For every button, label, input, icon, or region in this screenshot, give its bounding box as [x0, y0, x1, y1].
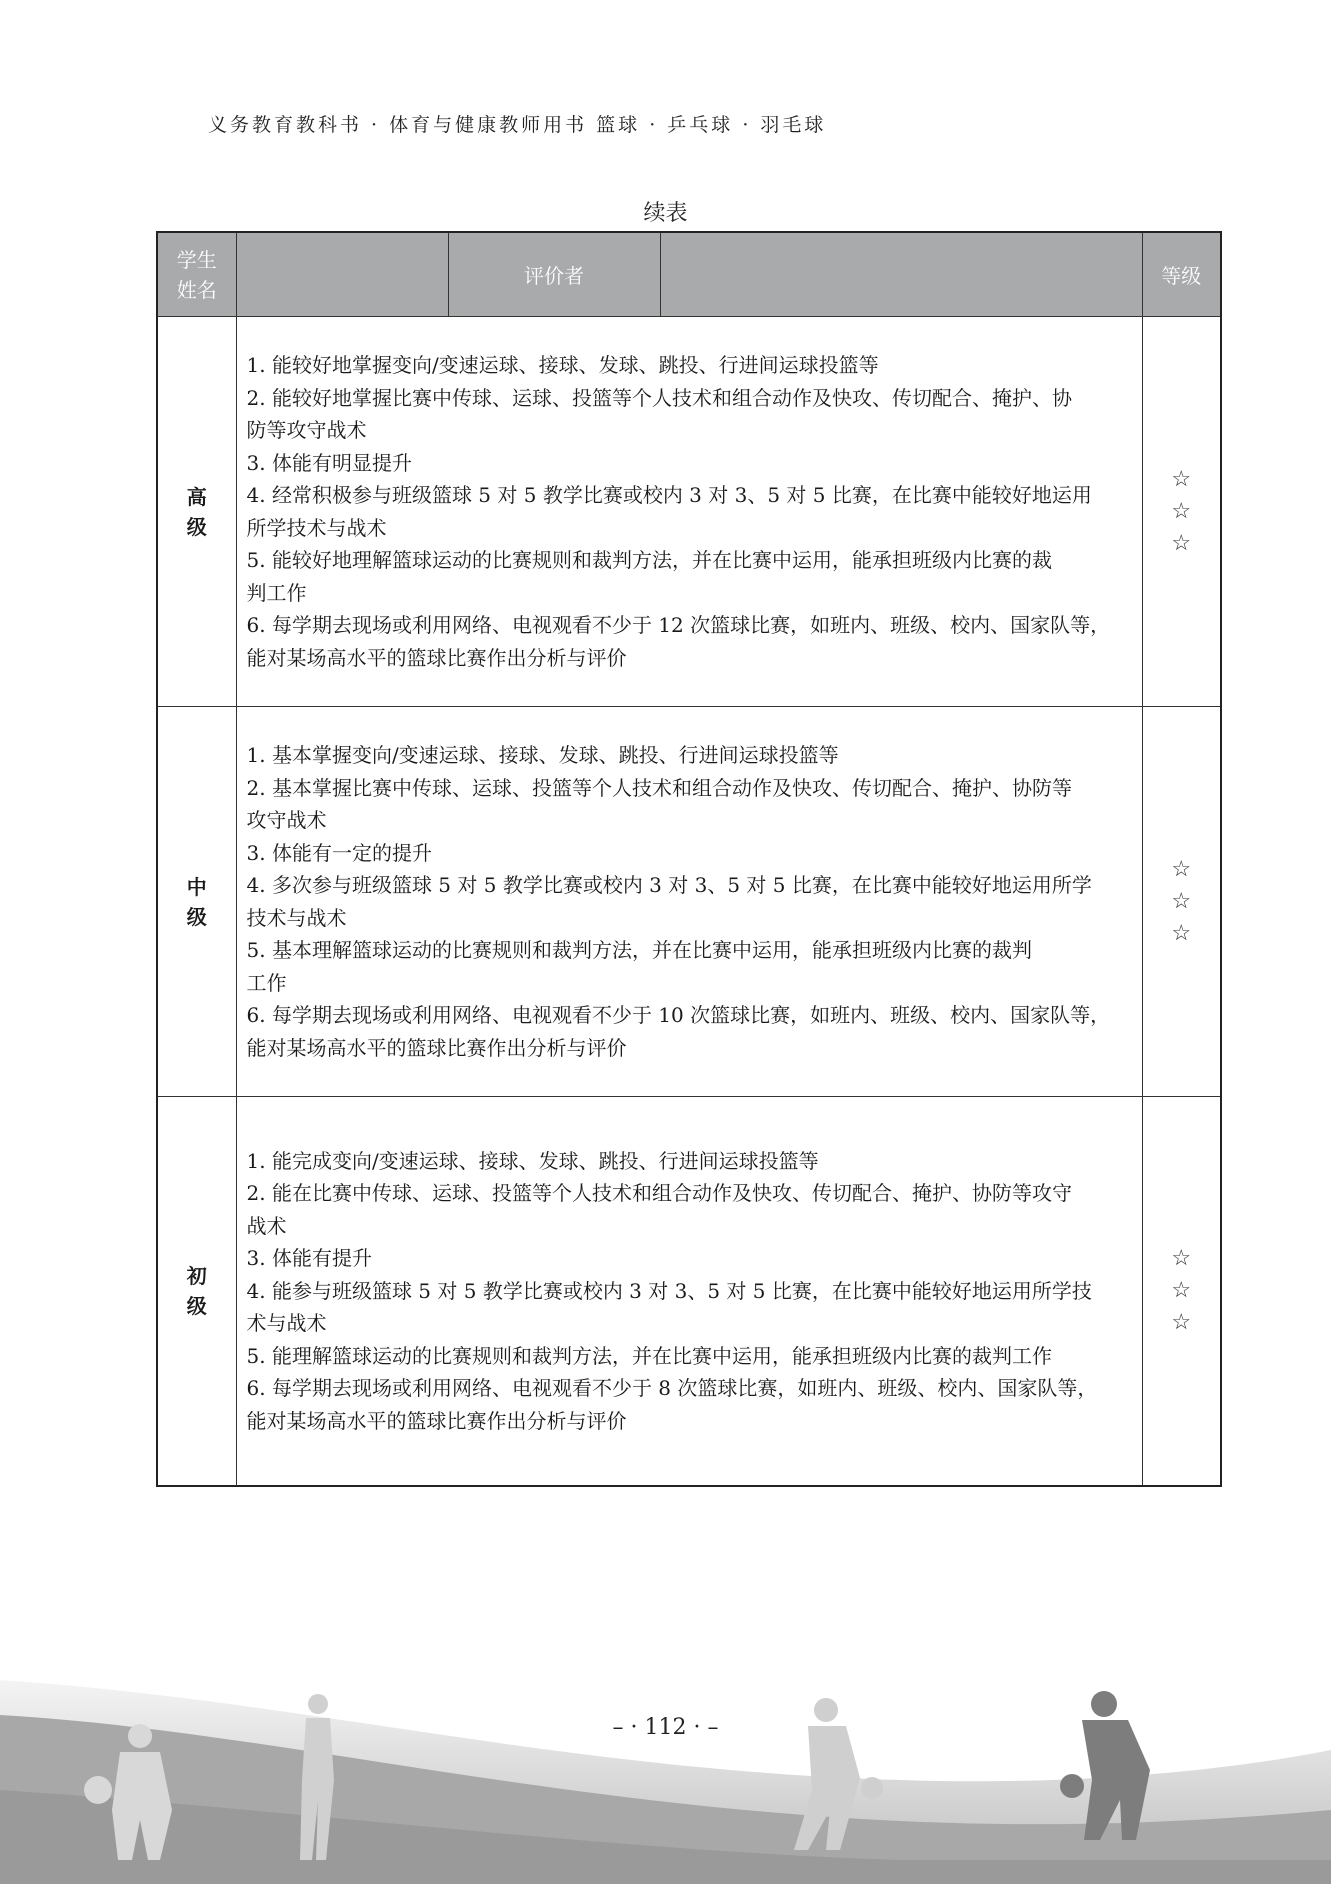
header-grade: 等级 [1142, 232, 1221, 317]
level-cell [157, 1097, 236, 1486]
criteria-line: 能对某场高水平的篮球比赛作出分析与评价 [246, 645, 627, 670]
table-row [157, 1097, 1221, 1486]
criteria-cell [236, 317, 1142, 707]
level-label-char: 级 [186, 904, 207, 929]
criteria-line: 1. 能完成变向/变速运球、接球、发球、跳投、行进间运球投篮等 [246, 1148, 819, 1173]
table-caption: 续表 [643, 201, 688, 226]
level-label-char: 初 [186, 1263, 207, 1288]
criteria-line: 4. 经常积极参与班级篮球 5 对 5 教学比赛或校内 3 对 3、5 对 5 比赛，在比赛中能较好地运用 [246, 483, 1092, 507]
criteria-line: 攻守战术 [246, 808, 327, 832]
level-cell [157, 317, 236, 707]
criteria-line: 3. 体能有明显提升 [246, 450, 412, 475]
table-row [157, 707, 1221, 1097]
table-header-row [157, 232, 1221, 317]
header-student-name-text: 学生姓名 [176, 247, 217, 302]
star-icon: ☆ [1171, 920, 1192, 946]
criteria-line: 6. 每学期去现场或利用网络、电视观看不少于 10 次篮球比赛，如班内、班级、校内、国家队等， [246, 1003, 1111, 1027]
level-label-char: 级 [186, 1293, 207, 1318]
star-icon: ☆ [1171, 1277, 1192, 1303]
grade-stars-cell [1142, 1097, 1221, 1486]
criteria-line: 3. 体能有一定的提升 [246, 840, 432, 865]
criteria-line: 工作 [246, 970, 287, 995]
criteria-line: 4. 能参与班级篮球 5 对 5 教学比赛或校内 3 对 3、5 对 5 比赛，在比赛中能较好地运用所学技 [246, 1278, 1092, 1303]
star-icon: ☆ [1171, 466, 1192, 492]
criteria-line: 战术 [246, 1213, 287, 1238]
star-icon: ☆ [1171, 856, 1192, 882]
criteria-line: 术与战术 [246, 1311, 327, 1335]
criteria-line: 1. 基本掌握变向/变速运球、接球、发球、跳投、行进间运球投篮等 [246, 743, 839, 767]
grade-stars-cell [1142, 317, 1221, 707]
criteria-line: 5. 能较好地理解篮球运动的比赛规则和裁判方法，并在比赛中运用，能承担班级内比赛的裁 [246, 548, 1052, 572]
criteria-line: 能对某场高水平的篮球比赛作出分析与评价 [246, 1408, 627, 1433]
level-label-char: 级 [186, 514, 207, 539]
page-number: – · 112 · – [612, 1715, 719, 1740]
criteria-line: 所学技术与战术 [246, 515, 387, 540]
star-icon: ☆ [1171, 530, 1192, 556]
criteria-line: 1. 能较好地掌握变向/变速运球、接球、发球、跳投、行进间运球投篮等 [246, 353, 879, 377]
criteria-line: 2. 能较好地掌握比赛中传球、运球、投篮等个人技术和组合动作及快攻、传切配合、掩护、协 [246, 385, 1072, 410]
level-label-char: 高 [186, 484, 207, 509]
star-icon: ☆ [1171, 888, 1192, 914]
star-icon: ☆ [1171, 498, 1192, 524]
header-blank-1 [236, 232, 448, 317]
criteria-line: 防等攻守战术 [246, 418, 367, 442]
grade-stars-cell [1142, 707, 1221, 1097]
star-icon: ☆ [1171, 1245, 1192, 1271]
level-label-char: 中 [186, 874, 207, 899]
criteria-cell [236, 707, 1142, 1097]
criteria-line: 2. 能在比赛中传球、运球、投篮等个人技术和组合动作及快攻、传切配合、掩护、协防等攻守 [246, 1181, 1072, 1205]
criteria-line: 判工作 [246, 580, 307, 605]
footer-decoration [0, 1660, 1331, 1884]
criteria-line: 5. 基本理解篮球运动的比赛规则和裁判方法，并在比赛中运用，能承担班级内比赛的裁判 [246, 938, 1032, 962]
level-cell [157, 707, 236, 1097]
criteria-line: 能对某场高水平的篮球比赛作出分析与评价 [246, 1035, 627, 1060]
header-evaluator: 评价者 [448, 232, 660, 317]
criteria-line: 2. 基本掌握比赛中传球、运球、投篮等个人技术和组合动作及快攻、传切配合、掩护、协防等 [246, 775, 1072, 800]
evaluation-table [156, 231, 1222, 1487]
header-blank-2 [660, 232, 1142, 317]
table-row [157, 317, 1221, 707]
criteria-line: 6. 每学期去现场或利用网络、电视观看不少于 12 次篮球比赛，如班内、班级、校内、国家队等， [246, 613, 1111, 637]
star-icon: ☆ [1171, 1309, 1192, 1335]
criteria-line: 5. 能理解篮球运动的比赛规则和裁判方法，并在比赛中运用，能承担班级内比赛的裁判工作 [246, 1343, 1052, 1368]
criteria-line: 3. 体能有提升 [246, 1246, 372, 1270]
running-header: 义务教育教科书 · 体育与健康教师用书 篮球 · 乒乓球 · 羽毛球 [208, 114, 827, 136]
criteria-line: 4. 多次参与班级篮球 5 对 5 教学比赛或校内 3 对 3、5 对 5 比赛，在比赛中能较好地运用所学 [246, 873, 1092, 897]
criteria-line: 技术与战术 [246, 905, 347, 930]
criteria-cell [236, 1097, 1142, 1486]
header-student-name [157, 232, 236, 317]
criteria-line: 6. 每学期去现场或利用网络、电视观看不少于 8 次篮球比赛，如班内、班级、校内、国家队等， [246, 1376, 1098, 1400]
